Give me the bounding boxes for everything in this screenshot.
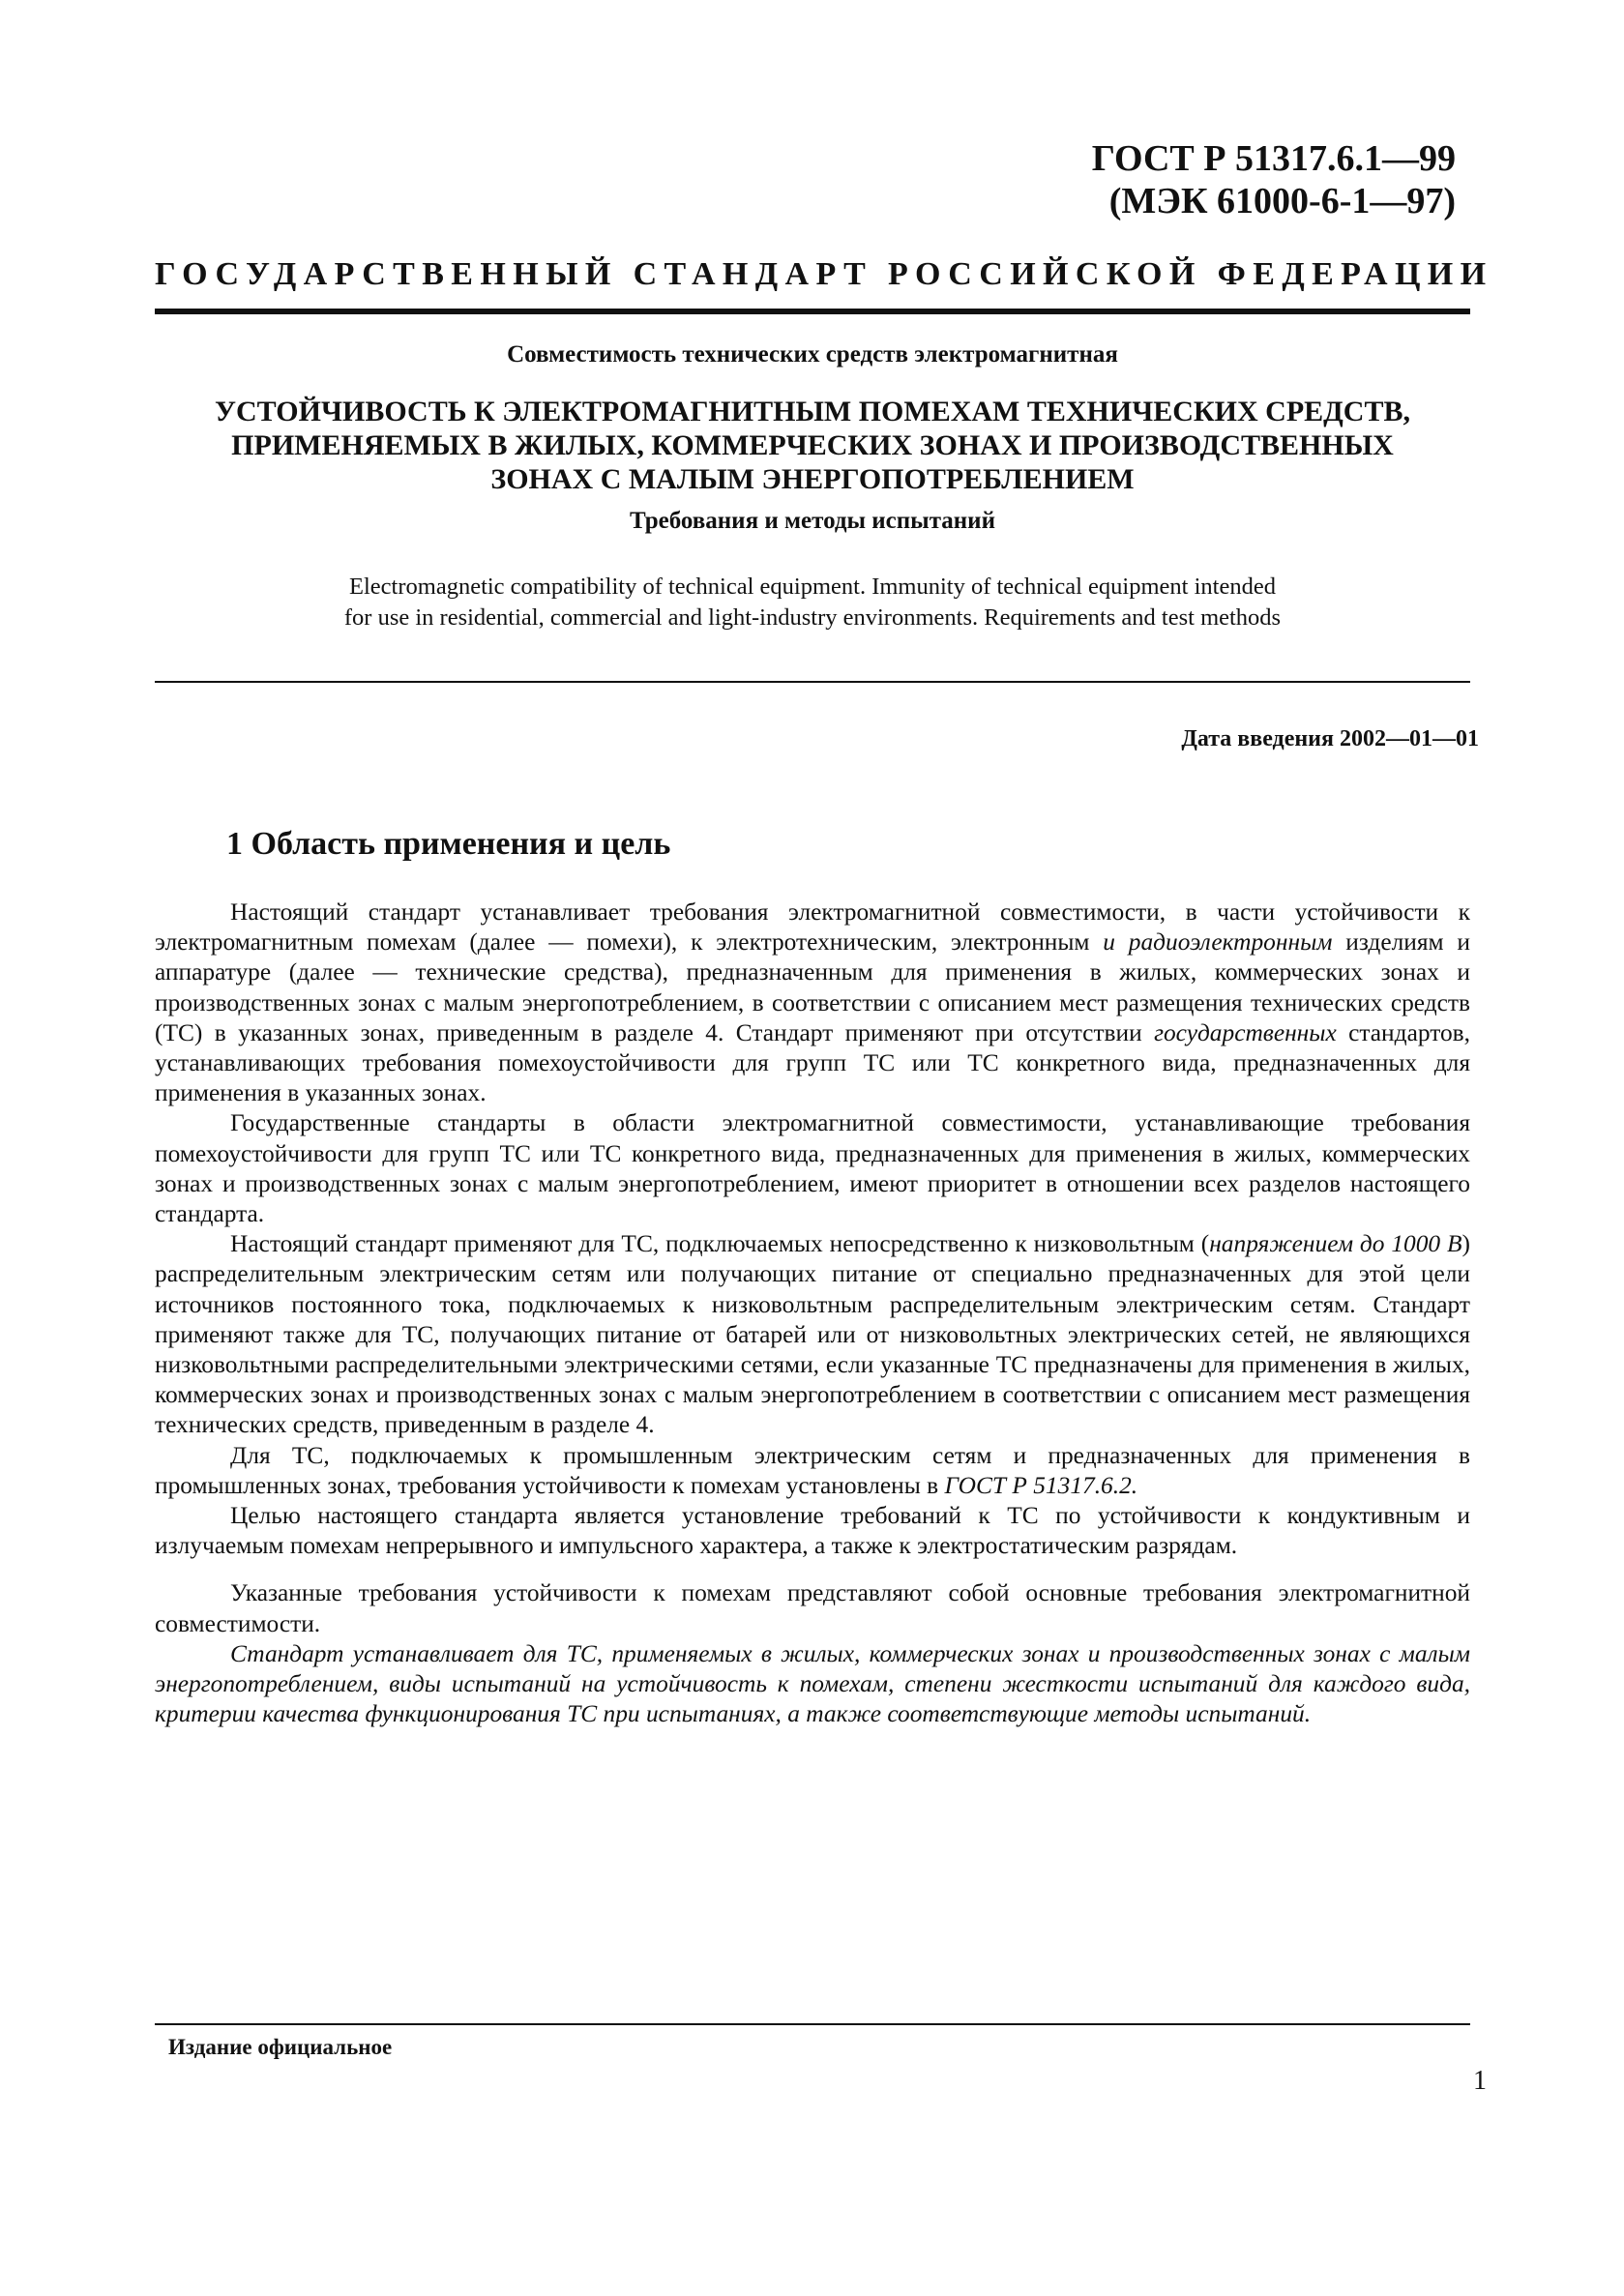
english-title-line: Electromagnetic compatibility of technical equipment. Immunity of technical equipment intended bbox=[349, 574, 1276, 600]
iec-number: (МЭК 61000-6-1—97) bbox=[1108, 181, 1456, 221]
main-title-line: ПРИМЕНЯЕМЫХ В ЖИЛЫХ, КОММЕРЧЕСКИХ ЗОНАХ И ПРОИЗВОДСТВЕННЫХ bbox=[231, 429, 1394, 461]
official-edition-label: Издание официальное bbox=[168, 2035, 393, 2059]
paragraph: Для ТС, подключаемых к промышленным электрическим сетям и предназначенных для применения в промышленных зонах, требования устойчивости к помехам установлены в ГОСТ Р 51317.6.2. bbox=[155, 1441, 1470, 1499]
title-rule bbox=[155, 681, 1470, 683]
page-number: 1 bbox=[1473, 2066, 1487, 2096]
english-title-line: for use in residential, commercial and light-industry environments. Requirements and test methods bbox=[343, 604, 1282, 631]
standard-field: Совместимость технических средств электромагнитная bbox=[507, 341, 1118, 368]
paragraph: Настоящий стандарт применяют для ТС, подключаемых непосредственно к низковольтным (напряжением до 1000 В) распределительным электрическим сетям или получающих питание от специально предназначенных для этой цели источников постоянного тока, подключаемых к низковольтным распределительным электрическим сетям. Стандарт применяют также для ТС, получающих питание от батарей или от низковольтных электрических сетей, не являющихся низковольтными распределительными электрическими сетями, если указанные ТС предназначены для применения в жилых, коммерческих зонах и производственных зонах с малым энергопотреблением в соответствии с описанием мест размещения технических средств, приведенным в разделе 4. bbox=[155, 1230, 1470, 1439]
introduction-date: Дата введения 2002—01—01 bbox=[1181, 726, 1479, 751]
state-standard-banner: ГОСУДАРСТВЕННЫЙ СТАНДАРТ РОССИЙСКОЙ ФЕДЕРАЦИИ bbox=[155, 256, 1493, 292]
footer-rule bbox=[155, 2023, 1470, 2025]
subtitle: Требования и методы испытаний bbox=[629, 508, 995, 534]
paragraph: Настоящий стандарт устанавливает требования электромагнитной совместимости, в части устойчивости к электромагнитным помехам (далее — помехи), к электротехническим, электронным и радиоэлектронным изделиям и аппаратуре (далее — технические средства), предназначенным для применения в жилых, коммерческих зонах и производственных зонах с малым энергопотреблением, в соответствии с описанием мест размещения технических средств (ТС) в указанных зонах, приведенным в разделе 4. Стандарт применяют при отсутствии государственных стандартов, устанавливающих требования помехоустойчивости для групп ТС или ТС конкретного вида, предназначенных для применения в указанных зонах. bbox=[155, 898, 1471, 1107]
main-title-line: УСТОЙЧИВОСТЬ К ЭЛЕКТРОМАГНИТНЫМ ПОМЕХАМ ТЕХНИЧЕСКИХ СРЕДСТВ, bbox=[215, 396, 1410, 427]
english-title bbox=[155, 572, 1470, 633]
paragraph: Указанные требования устойчивости к помехам представляют собой основные требования электромагнитной совместимости. bbox=[155, 1579, 1470, 1637]
main-title bbox=[155, 395, 1470, 496]
gost-number: ГОСТ Р 51317.6.1—99 bbox=[1091, 138, 1456, 179]
document-number bbox=[914, 137, 1456, 222]
section-body bbox=[155, 898, 1470, 1729]
paragraph: Государственные стандарты в области электромагнитной совместимости, устанавливающие требования помехоустойчивости для групп ТС или ТС конкретного вида, предназначенных для применения в жилых, коммерческих зонах и производственных зонах с малым энергопотреблением, имеют приоритет в отношении всех разделов настоящего стандарта. bbox=[155, 1109, 1470, 1228]
section-heading: 1 Область применения и цель bbox=[226, 826, 671, 862]
header-rule bbox=[155, 309, 1470, 314]
main-title-line: ЗОНАХ С МАЛЫМ ЭНЕРГОПОТРЕБЛЕНИЕМ bbox=[490, 463, 1135, 495]
paragraph: Целью настоящего стандарта является установление требований к ТС по устойчивости к кондуктивным и излучаемым помехам непрерывного и импульсного характера, а также к электростатическим разрядам. bbox=[155, 1502, 1470, 1560]
paragraph-italic: Стандарт устанавливает для ТС, применяемых в жилых, коммерческих зонах и производственных зонах с малым энергопотреблением, виды испытаний на устойчивость к помехам, степени жесткости испытаний для каждого вида, критерии качества функционирования ТС при испытаниях, а также соответствующие методы испытаний. bbox=[155, 1639, 1470, 1728]
